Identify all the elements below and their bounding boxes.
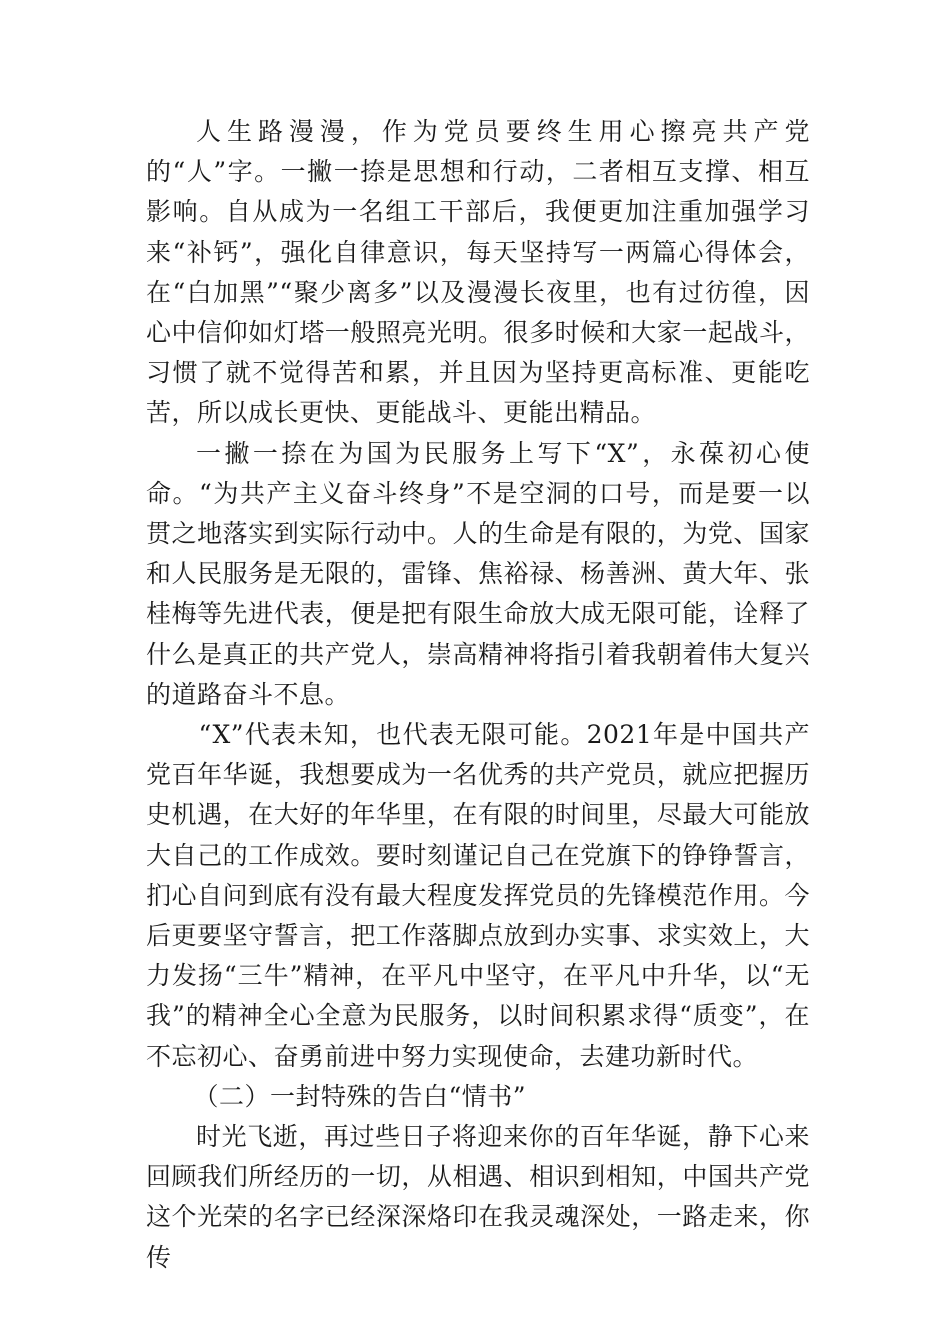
paragraph-life-path: 人生路漫漫，作为党员要终生用心擦亮共产党的“人”字。一撇一捺是思想和行动，二者相互支撑、相互影响。自从成为一名组工干部后，我便更加注重加强学习来“补钙”，强化自律意识，每天坚持写一两篇心得体会，在“白加黑”“聚少离多”以及漫漫长夜里，也有过彷徨，因心中信仰如灯塔一般照亮光明。很多时候和大家一起战斗，习惯了就不觉得苦和累，并且因为坚持更高标准、更能吃苦，所以成长更快、更能战斗、更能出精品。	[146, 117, 810, 428]
document-body	[146, 112, 810, 1278]
paragraph-serve-the-people: 一撇一捺在为国为民服务上写下“X”，永葆初心使命。“为共产主义奋斗终身”不是空洞的口号，而是要一以贯之地落实到实际行动中。人的生命是有限的，为党、国家和人民服务是无限的，雷锋、焦裕禄、杨善洲、黄大年、张桂梅等先进代表，便是把有限生命放大成无限可能，诠释了什么是真正的共产党人，崇高精神将指引着我朝着伟大复兴的道路奋斗不息。	[146, 438, 810, 709]
section-heading: （二）一封特殊的告白“情书”	[193, 1081, 527, 1111]
paragraph-x-meaning: “X”代表未知，也代表无限可能。2021年是中国共产党百年华诞，我想要成为一名优秀的共产党员，就应把握历史机遇，在大好的年华里，在有限的时间里，尽最大可能放大自己的工作成效。要时刻谨记自己在党旗下的铮铮誓言，扪心自问到底有没有最大程度发挥党员的先锋模范作用。今后更要坚守誓言，把工作落脚点放到办实事、求实效上，大力发扬“三牛”精神，在平凡中坚守，在平凡中升华，以“无我”的精神全心全意为民服务，以时间积累求得“质变”，在不忘初心、奋勇前进中努力实现使命，去建功新时代。	[146, 720, 810, 1071]
paragraph-love-letter-opening: 时光飞逝，再过些日子将迎来你的百年华诞，静下心来回顾我们所经历的一切，从相遇、相识到相知，中国共产党这个光荣的名字已经深深烙印在我灵魂深处，一路走来，你传	[146, 1122, 810, 1272]
